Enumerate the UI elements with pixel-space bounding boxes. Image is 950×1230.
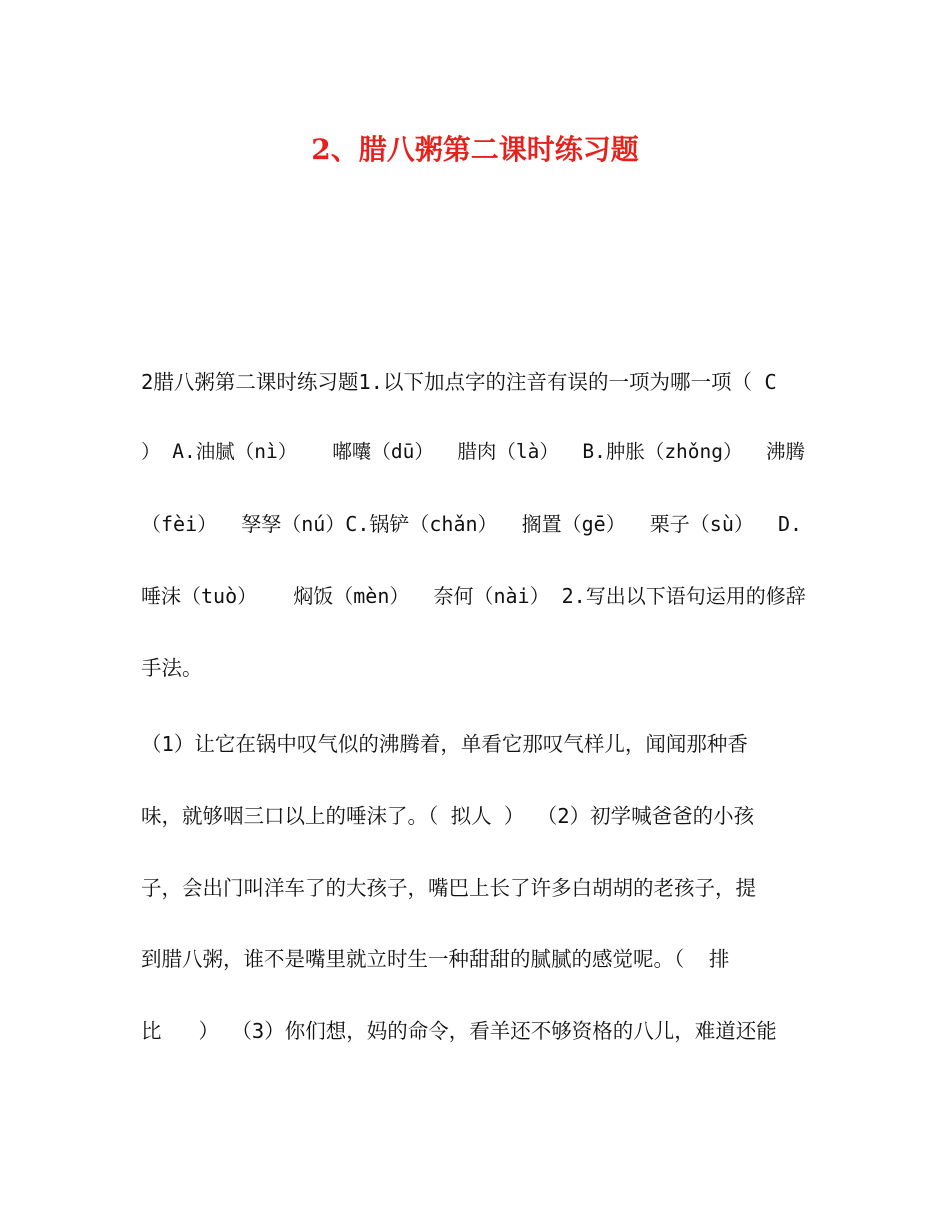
text-line: ） A.油腻（nì） 嘟囔（dū） 腊肉（là） B.肿胀（zhǒng） 沸腾 <box>141 440 805 463</box>
text-line: 2腊八粥第二课时练习题1.以下加点字的注音有误的一项为哪一项（ C <box>141 370 777 394</box>
text-line: 到腊八粥，谁不是嘴里就立时生一种甜甜的腻腻的感觉呢。（ 排 <box>141 947 730 971</box>
text-line: （fèi） 孥孥（nú）C.锅铲（chǎn） 搁置（gē） 栗子（sù） D. <box>141 512 803 536</box>
document-title: 2、腊八粥第二课时练习题 <box>311 133 639 166</box>
text-line: 味，就够咽三口以上的唾沫了。（ 拟人 ） （2）初学喊爸爸的小孩 <box>141 804 755 828</box>
text-line: 手法。 <box>141 656 203 680</box>
text-line: （1）让它在锅中叹气似的沸腾着，单看它那叹气样儿，闻闻那种香 <box>141 732 748 756</box>
text-line: 子，会出门叫洋车了的大孩子，嘴巴上长了许多白胡胡的老孩子，提 <box>141 876 756 900</box>
text-line: 唾沫（tuò） 焖饭（mèn） 奈何（nài） 2.写出以下语句运用的修辞 <box>141 584 806 608</box>
text-line: 比 ） （3）你们想，妈的命令，看羊还不够资格的八儿，难道还能 <box>141 1019 777 1043</box>
